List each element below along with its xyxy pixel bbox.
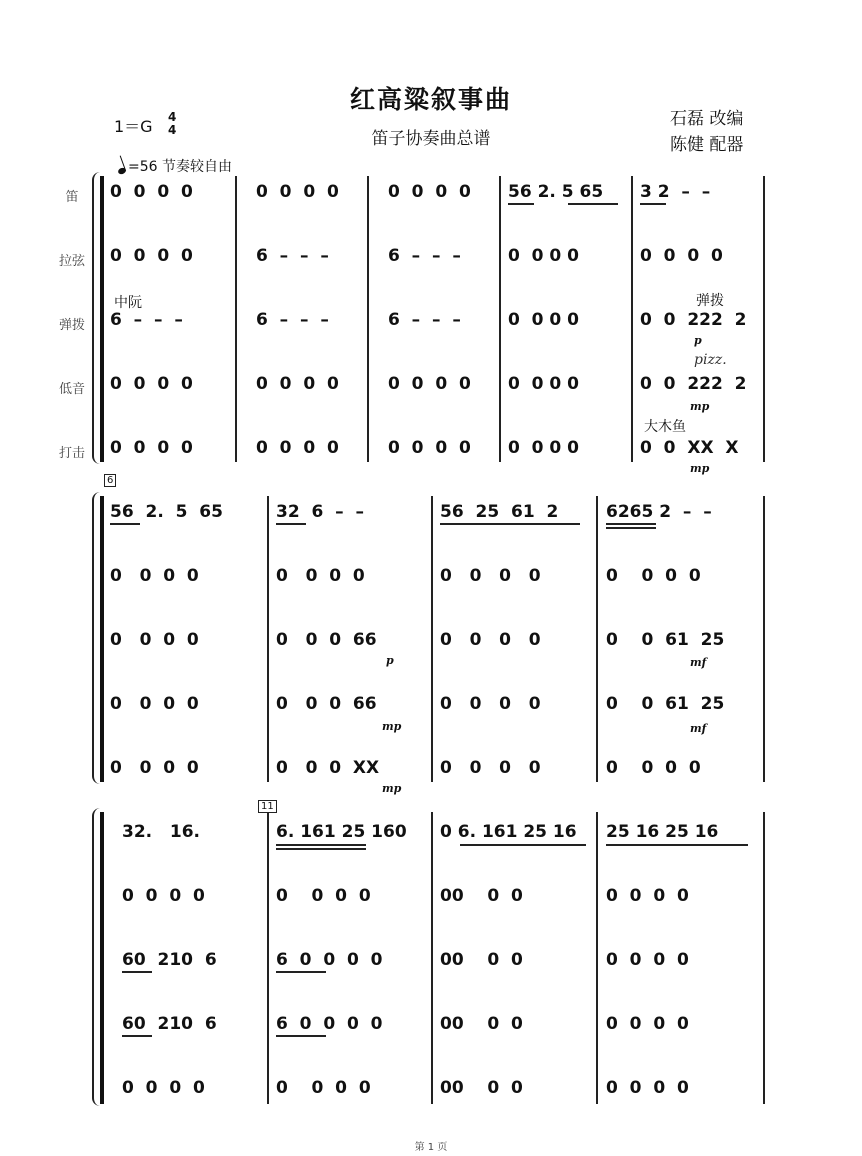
score-subtitle: 笛子协奏曲总谱 bbox=[371, 129, 491, 149]
staff-tanbo-m4: 0 0 0 0 bbox=[508, 310, 579, 330]
barline bbox=[763, 176, 765, 462]
annotation-zhongruan: 中阮 bbox=[114, 295, 142, 311]
staff-daji-m12: 00 0 0 bbox=[440, 1078, 523, 1098]
staff-diyin-m3: 0 0 0 0 bbox=[388, 374, 471, 394]
underline-beam bbox=[122, 1035, 152, 1037]
staff-daji-m9: 0 0 0 0 bbox=[606, 758, 701, 778]
staff-diyin-m13: 0 0 0 0 bbox=[606, 1014, 689, 1034]
staff-diyin-m8: 0 0 0 0 bbox=[440, 694, 541, 714]
instrument-label-daji: 打击 bbox=[58, 446, 85, 461]
staff-di-m13: 25 16 25 16 bbox=[606, 822, 719, 842]
system-start-bar bbox=[100, 176, 104, 462]
staff-tanbo-m12: 00 0 0 bbox=[440, 950, 523, 970]
barline bbox=[499, 176, 501, 462]
instrument-label-diyin: 低音 bbox=[58, 382, 85, 397]
staff-laxian-m1: 0 0 0 0 bbox=[110, 246, 193, 266]
page-number: 第 1 页 bbox=[414, 1142, 448, 1153]
underline-beam bbox=[276, 1035, 326, 1037]
staff-laxian-m8: 0 0 0 0 bbox=[440, 566, 541, 586]
quarter-note-icon bbox=[117, 167, 127, 175]
staff-tanbo-m9: 0 0 61 25 bbox=[606, 630, 725, 650]
dynamic-mp: mp bbox=[690, 462, 710, 475]
staff-laxian-m13: 0 0 0 0 bbox=[606, 886, 689, 906]
dynamic-mp: mp bbox=[382, 720, 402, 733]
staff-daji-m13: 0 0 0 0 bbox=[606, 1078, 689, 1098]
barline bbox=[267, 496, 269, 782]
barline bbox=[267, 812, 269, 1104]
barline bbox=[596, 812, 598, 1104]
staff-daji-m1: 0 0 0 0 bbox=[110, 438, 193, 458]
underline-beam bbox=[568, 203, 618, 205]
tempo-marking bbox=[118, 156, 232, 176]
barline bbox=[631, 176, 633, 462]
barline bbox=[763, 812, 765, 1104]
time-bottom: 4 bbox=[168, 123, 177, 137]
time-top: 4 bbox=[168, 110, 177, 124]
underline-beam bbox=[122, 971, 152, 973]
staff-laxian-m9: 0 0 0 0 bbox=[606, 566, 701, 586]
staff-laxian-m7: 0 0 0 0 bbox=[276, 566, 365, 586]
underline-beam bbox=[276, 848, 366, 850]
staff-di-m2: 0 0 0 0 bbox=[256, 182, 339, 202]
underline-beam bbox=[110, 523, 140, 525]
staff-tanbo-m3: 6 – – – bbox=[388, 310, 461, 330]
system-start-bar bbox=[100, 812, 104, 1104]
staff-di-m1: 0 0 0 0 bbox=[110, 182, 193, 202]
staff-daji-m10: 0 0 0 0 bbox=[122, 1078, 205, 1098]
system-start-bar bbox=[100, 496, 104, 782]
underline-beam bbox=[606, 527, 656, 529]
staff-laxian-m10: 0 0 0 0 bbox=[122, 886, 205, 906]
staff-daji-m8: 0 0 0 0 bbox=[440, 758, 541, 778]
barline bbox=[763, 496, 765, 782]
dynamic-p: p bbox=[694, 334, 702, 347]
underline-beam bbox=[276, 971, 326, 973]
staff-daji-m2: 0 0 0 0 bbox=[256, 438, 339, 458]
annotation-pizz: pizz. bbox=[694, 352, 727, 368]
staff-tanbo-m13: 0 0 0 0 bbox=[606, 950, 689, 970]
staff-tanbo-m8: 0 0 0 0 bbox=[440, 630, 541, 650]
staff-diyin-m4: 0 0 0 0 bbox=[508, 374, 579, 394]
underline-beam bbox=[508, 203, 534, 205]
staff-laxian-m4: 0 0 0 0 bbox=[508, 246, 579, 266]
arranger-credit: 石磊 改编 bbox=[670, 109, 744, 129]
dynamic-mf: mf bbox=[690, 722, 707, 735]
dynamic-mf: mf bbox=[690, 656, 707, 669]
barline bbox=[596, 496, 598, 782]
underline-beam bbox=[640, 203, 666, 205]
staff-daji-m11: 0 0 0 0 bbox=[276, 1078, 371, 1098]
measure-number: 11 bbox=[258, 800, 277, 813]
staff-diyin-m12: 00 0 0 bbox=[440, 1014, 523, 1034]
barline bbox=[235, 176, 237, 462]
measure-number: 6 bbox=[104, 474, 116, 487]
annotation-damuyu: 大木鱼 bbox=[644, 419, 686, 435]
instrument-label-tanbo: 弹拨 bbox=[58, 318, 85, 333]
staff-di-m10: 32. 16. bbox=[122, 822, 200, 842]
underline-beam bbox=[440, 523, 580, 525]
staff-di-m12: 0 6. 161 25 16 bbox=[440, 822, 577, 842]
staff-tanbo-m6: 0 0 0 0 bbox=[110, 630, 199, 650]
dynamic-mp: mp bbox=[382, 782, 402, 795]
staff-laxian-m3: 6 – – – bbox=[388, 246, 461, 266]
staff-tanbo-m1: 6 – – – bbox=[110, 310, 183, 330]
key-signature: 1＝G bbox=[114, 117, 153, 136]
underline-beam bbox=[460, 844, 586, 846]
underline-beam bbox=[276, 844, 366, 846]
staff-diyin-m10: 60 210 6 bbox=[122, 1014, 217, 1034]
staff-di-m4: 56 2. 5 65 bbox=[508, 182, 604, 202]
staff-diyin-m9: 0 0 61 25 bbox=[606, 694, 725, 714]
dynamic-mp: mp bbox=[690, 400, 710, 413]
staff-diyin-m6: 0 0 0 0 bbox=[110, 694, 199, 714]
barline bbox=[431, 812, 433, 1104]
staff-daji-m7: 0 0 0 XX bbox=[276, 758, 380, 778]
staff-tanbo-m7: 0 0 0 66 bbox=[276, 630, 377, 650]
underline-beam bbox=[606, 523, 656, 525]
staff-daji-m3: 0 0 0 0 bbox=[388, 438, 471, 458]
staff-di-m11: 6. 161 25 160 bbox=[276, 822, 407, 842]
staff-daji-m5: 0 0 XX X bbox=[640, 438, 739, 458]
staff-di-m5: 3 2 – – bbox=[640, 182, 711, 202]
staff-diyin-m2: 0 0 0 0 bbox=[256, 374, 339, 394]
staff-laxian-m11: 0 0 0 0 bbox=[276, 886, 371, 906]
staff-diyin-m7: 0 0 0 66 bbox=[276, 694, 377, 714]
staff-laxian-m6: 0 0 0 0 bbox=[110, 566, 199, 586]
instrument-label-di: 笛 bbox=[65, 190, 79, 205]
staff-di-m8: 56 25 61 2 bbox=[440, 502, 559, 522]
staff-daji-m4: 0 0 0 0 bbox=[508, 438, 579, 458]
barline bbox=[431, 496, 433, 782]
barline bbox=[367, 176, 369, 462]
tempo-text: =56 节奏较自由 bbox=[128, 159, 232, 175]
instrument-label-laxian: 拉弦 bbox=[58, 254, 85, 269]
staff-diyin-m11: 6 0 0 0 0 bbox=[276, 1014, 383, 1034]
staff-laxian-m5: 0 0 0 0 bbox=[640, 246, 723, 266]
staff-di-m7: 32 6 – – bbox=[276, 502, 364, 522]
underline-beam bbox=[276, 523, 306, 525]
staff-di-m6: 56 2. 5 65 bbox=[110, 502, 223, 522]
staff-diyin-m1: 0 0 0 0 bbox=[110, 374, 193, 394]
staff-laxian-m2: 6 – – – bbox=[256, 246, 329, 266]
annotation-tanbo: 弹拨 bbox=[696, 293, 724, 309]
time-signature bbox=[168, 111, 176, 137]
staff-di-m9: 6265 2 – – bbox=[606, 502, 712, 522]
staff-tanbo-m5: 0 0 222 2 bbox=[640, 310, 747, 330]
staff-diyin-m5: 0 0 222 2 bbox=[640, 374, 747, 394]
staff-tanbo-m11: 6 0 0 0 0 bbox=[276, 950, 383, 970]
staff-tanbo-m10: 60 210 6 bbox=[122, 950, 217, 970]
staff-laxian-m12: 00 0 0 bbox=[440, 886, 523, 906]
score-title: 红高粱叙事曲 bbox=[349, 85, 512, 114]
underline-beam bbox=[606, 844, 748, 846]
staff-di-m3: 0 0 0 0 bbox=[388, 182, 471, 202]
orchestrator-credit: 陈健 配器 bbox=[670, 135, 744, 155]
staff-tanbo-m2: 6 – – – bbox=[256, 310, 329, 330]
staff-daji-m6: 0 0 0 0 bbox=[110, 758, 199, 778]
dynamic-p: p bbox=[386, 654, 394, 667]
